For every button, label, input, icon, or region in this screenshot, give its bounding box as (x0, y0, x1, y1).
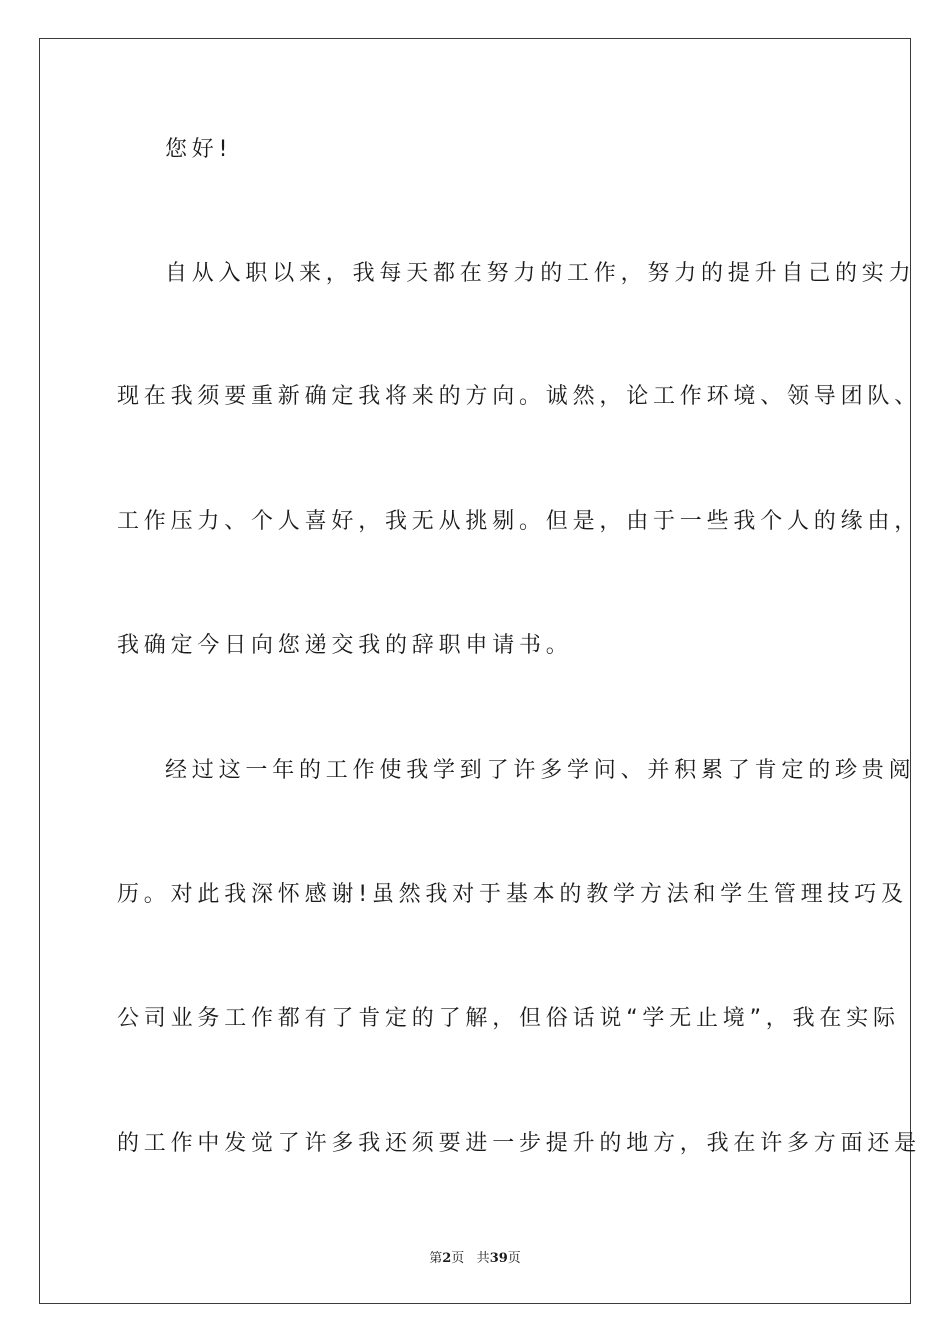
total-pages: 39 (489, 1251, 508, 1266)
body-line-2: 现在我须要重新确定我将来的方向。诚然，论工作环境、领导团队、 (117, 384, 922, 409)
body-line-4: 我确定今日向您递交我的辞职申请书。 (117, 633, 573, 658)
body-line-6: 历。对此我深怀感谢!虽然我对于基本的教学方法和学生管理技巧及 (117, 882, 908, 907)
body-line-8: 的工作中发觉了许多我还须要进一步提升的地方，我在许多方面还是 (117, 1131, 922, 1156)
body-line-7: 公司业务工作都有了肯定的了解，但俗话说“学无止境”，我在实际 (117, 1006, 900, 1031)
page-number: 2 (442, 1251, 452, 1266)
page-label-suffix: 页 (451, 1251, 465, 1266)
page-footer (0, 1247, 950, 1266)
body-line-3: 工作压力、个人喜好，我无从挑剔。但是，由于一些我个人的缘由， (117, 509, 922, 534)
page-border (39, 38, 911, 1304)
total-label-prefix: 共 (476, 1251, 490, 1266)
body-line-1: 自从入职以来，我每天都在努力的工作，努力的提升自己的实力 (165, 261, 916, 286)
page-label-prefix: 第 (429, 1251, 443, 1266)
greeting-line: 您好! (165, 137, 233, 162)
total-label-suffix: 页 (507, 1251, 521, 1266)
body-line-5: 经过这一年的工作使我学到了许多学问、并积累了肯定的珍贵阅 (165, 758, 916, 783)
